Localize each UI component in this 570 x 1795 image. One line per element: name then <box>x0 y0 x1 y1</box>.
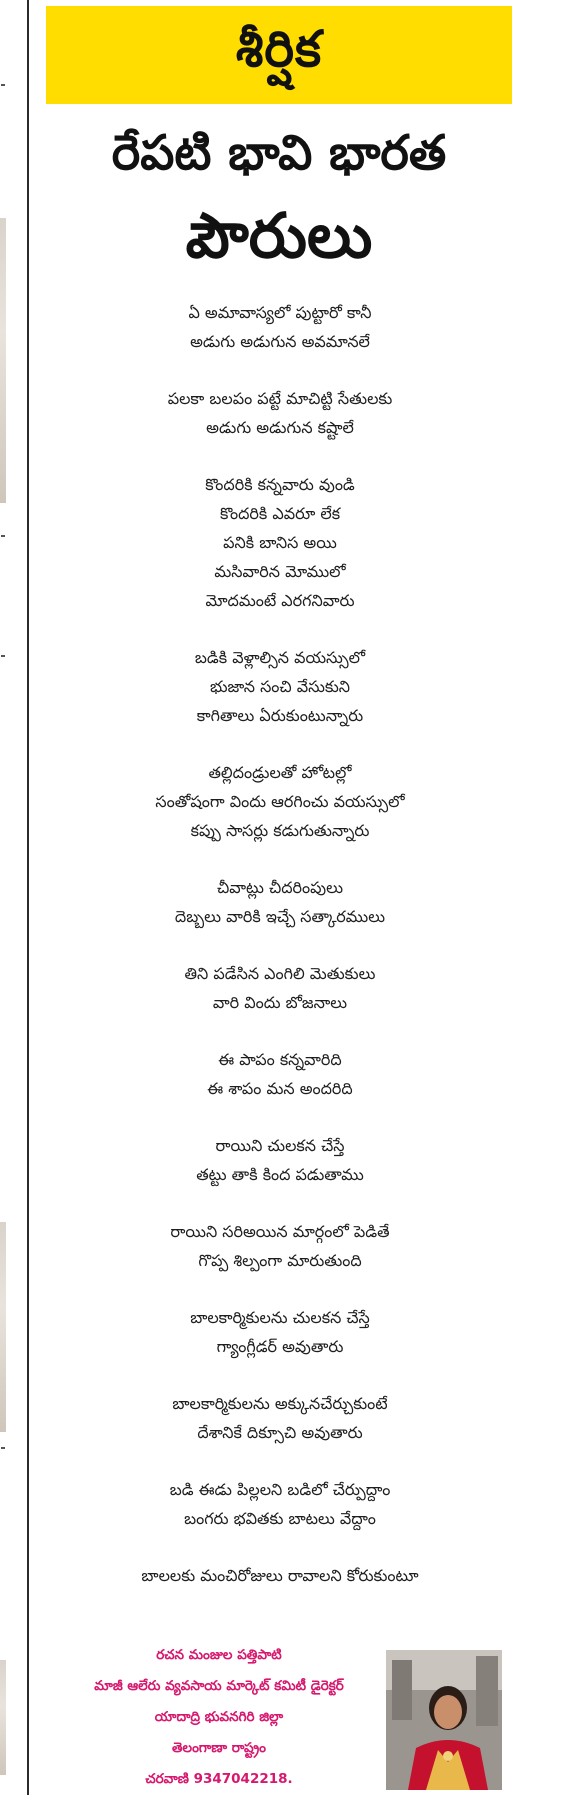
poem-line: కప్పు సాసర్లు కడుగుతున్నారు <box>190 821 370 840</box>
poem-line: తల్లిదండ్రులతో హోటల్లో <box>208 763 352 782</box>
strip-mark <box>1 535 5 537</box>
poem-line: రాయిని చులకన చేస్తే <box>215 1136 345 1155</box>
article-title-line-1: రేపటి భావి భారత <box>111 125 447 181</box>
strip-mark <box>1 84 5 86</box>
poem-line: తట్టు తాకి కింద పడుతాము <box>196 1165 364 1184</box>
poem-line: ఈ పాపం కన్నవారిది <box>218 1050 342 1069</box>
poem-line: దేశానికే దిక్సూచి అవుతారు <box>197 1423 363 1442</box>
poem-stanza <box>90 758 470 845</box>
poem-line: కొందరికి కన్నవారు వుండి <box>205 475 355 494</box>
poem-line: పలకా బలపం పట్టే మాచిట్టి సేతులకు <box>167 389 393 408</box>
poem-stanza <box>90 643 470 730</box>
poem-stanza <box>90 959 470 1017</box>
poem-line: బంగరు భవితకు బాటలు వేద్దాం <box>184 1509 376 1528</box>
poem-line: పనికి బానిస అయి <box>223 533 337 552</box>
poem-line: సంతోషంగా విందు ఆరగించు వయస్సులో <box>155 792 405 811</box>
poem-line: గొప్ప శిల్పంగా మారుతుంది <box>198 1251 362 1270</box>
poem-stanza <box>90 1045 470 1103</box>
poem-line: అడుగు అడుగున కష్టాలే <box>206 418 354 437</box>
adjacent-column-strip <box>0 0 24 1795</box>
poem-stanza <box>90 1475 470 1533</box>
credit-line: యాదాద్రి భువనగిరి జిల్లా <box>154 1709 284 1725</box>
adjacent-photo-fragment <box>0 218 6 503</box>
poem-line: బాలకార్మికులను చులకన చేస్తే <box>190 1308 370 1327</box>
column-divider <box>27 0 29 1795</box>
strip-mark <box>1 1447 5 1449</box>
poem-line: వారి విందు బోజనాలు <box>212 993 348 1012</box>
poem-line: మోదమంటే ఎరగనివారు <box>205 591 355 610</box>
poem-stanza <box>90 298 470 356</box>
poem-stanza <box>90 873 470 931</box>
adjacent-photo-fragment <box>0 1222 6 1432</box>
poem-line: కొందరికి ఎవరూ లేక <box>219 504 341 523</box>
strip-mark <box>1 655 5 657</box>
poem-line: ఈ శాపం మన అందరిది <box>207 1079 353 1098</box>
section-header-label: శీర్షిక <box>235 19 323 78</box>
poem-line: బాలకార్మికులను అక్కునచేర్చుకుంటే <box>172 1394 388 1413</box>
article-title-line-2: పౌరులు <box>185 199 373 272</box>
poem-line: గ్యాంగ్లీడర్ అవుతారు <box>216 1337 344 1356</box>
poem-line: బాలలకు మంచిరోజులు రావాలని కోరుకుంటూ <box>141 1566 419 1585</box>
author-credit <box>54 1640 384 1795</box>
adjacent-photo-fragment <box>0 1660 6 1775</box>
poem-line: భుజాన సంచి వేసుకుని <box>209 677 351 696</box>
poem-stanza <box>90 1217 470 1275</box>
poem-stanza <box>90 1561 470 1590</box>
author-portrait-image <box>386 1650 502 1790</box>
credit-line: తెలంగాణా రాష్ట్రం <box>172 1740 266 1756</box>
poem-line: తిని పడేసిన ఎంగిలి మెతుకులు <box>184 964 376 983</box>
credit-line: మాజీ ఆలేరు వ్యవసాయ మార్కెట్ కమిటీ డైరెక్టర్ <box>94 1678 344 1694</box>
poem-line: బడి ఈడు పిల్లలని బడిలో చేర్పుద్దాం <box>169 1480 391 1499</box>
poem-line: రాయిని సరిఅయిన మార్గంలో పెడితే <box>170 1222 390 1241</box>
poem-stanza <box>90 1389 470 1447</box>
poem-line: అడుగు అడుగున అవమానలే <box>190 332 370 351</box>
poem-line: బడికి వెళ్లాల్సిన వయస్సులో <box>194 648 366 667</box>
poem-stanza <box>90 384 470 442</box>
credit-line: రచన మంజుల పత్తిపాటి <box>156 1647 282 1663</box>
section-header-band <box>46 6 512 104</box>
poem-line: దెబ్బలు వారికి ఇచ్చే సత్కారములు <box>174 907 386 926</box>
poem-line: మసివారిన మోములో <box>214 562 346 581</box>
poem-stanza <box>90 470 470 615</box>
poem-line: చీవాట్లు చీదరింపులు <box>217 878 343 897</box>
credit-line: చరవాణి 9347042218. <box>145 1771 293 1787</box>
poem-body <box>90 298 470 1618</box>
poem-stanza <box>90 1131 470 1189</box>
author-photo <box>386 1650 502 1790</box>
poem-line: ఏ అమావాస్యలో పుట్టారో కానీ <box>188 303 372 322</box>
poem-line: కాగితాలు ఏరుకుంటున్నారు <box>196 706 364 725</box>
poem-stanza <box>90 1303 470 1361</box>
